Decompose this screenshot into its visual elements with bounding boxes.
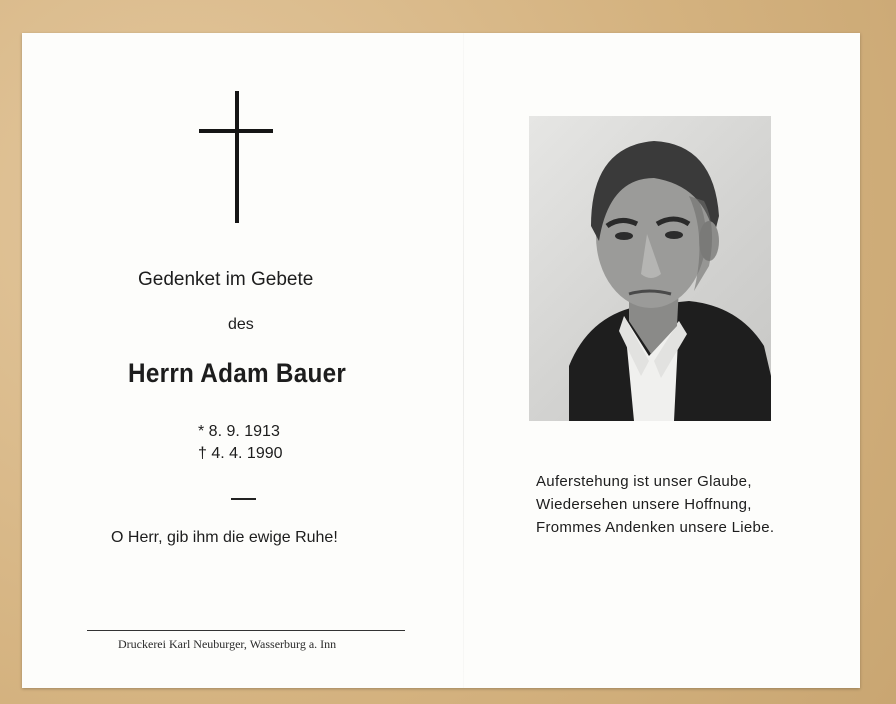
preposition: des bbox=[228, 316, 254, 333]
printer-credit: Druckerei Karl Neuburger, Wasserburg a. Inn bbox=[118, 637, 337, 651]
quote-line: Frommes Andenken unsere Liebe. bbox=[536, 519, 775, 536]
death-date: † 4. 4. 1990 bbox=[198, 445, 283, 462]
deceased-name: Herrn Adam Bauer bbox=[128, 358, 347, 388]
quote-line: Auferstehung ist unser Glaube, bbox=[536, 473, 752, 490]
divider-dash bbox=[231, 498, 256, 500]
memorial-card bbox=[22, 33, 860, 688]
card-fold bbox=[463, 33, 464, 688]
quote-line: Wiedersehen unsere Hoffnung, bbox=[536, 496, 752, 513]
heading: Gedenket im Gebete bbox=[138, 269, 314, 290]
portrait-photo bbox=[529, 116, 771, 421]
birth-date: * 8. 9. 1913 bbox=[198, 423, 280, 440]
footer-rule bbox=[87, 630, 405, 631]
prayer-text: O Herr, gib ihm die ewige Ruhe! bbox=[111, 529, 338, 546]
